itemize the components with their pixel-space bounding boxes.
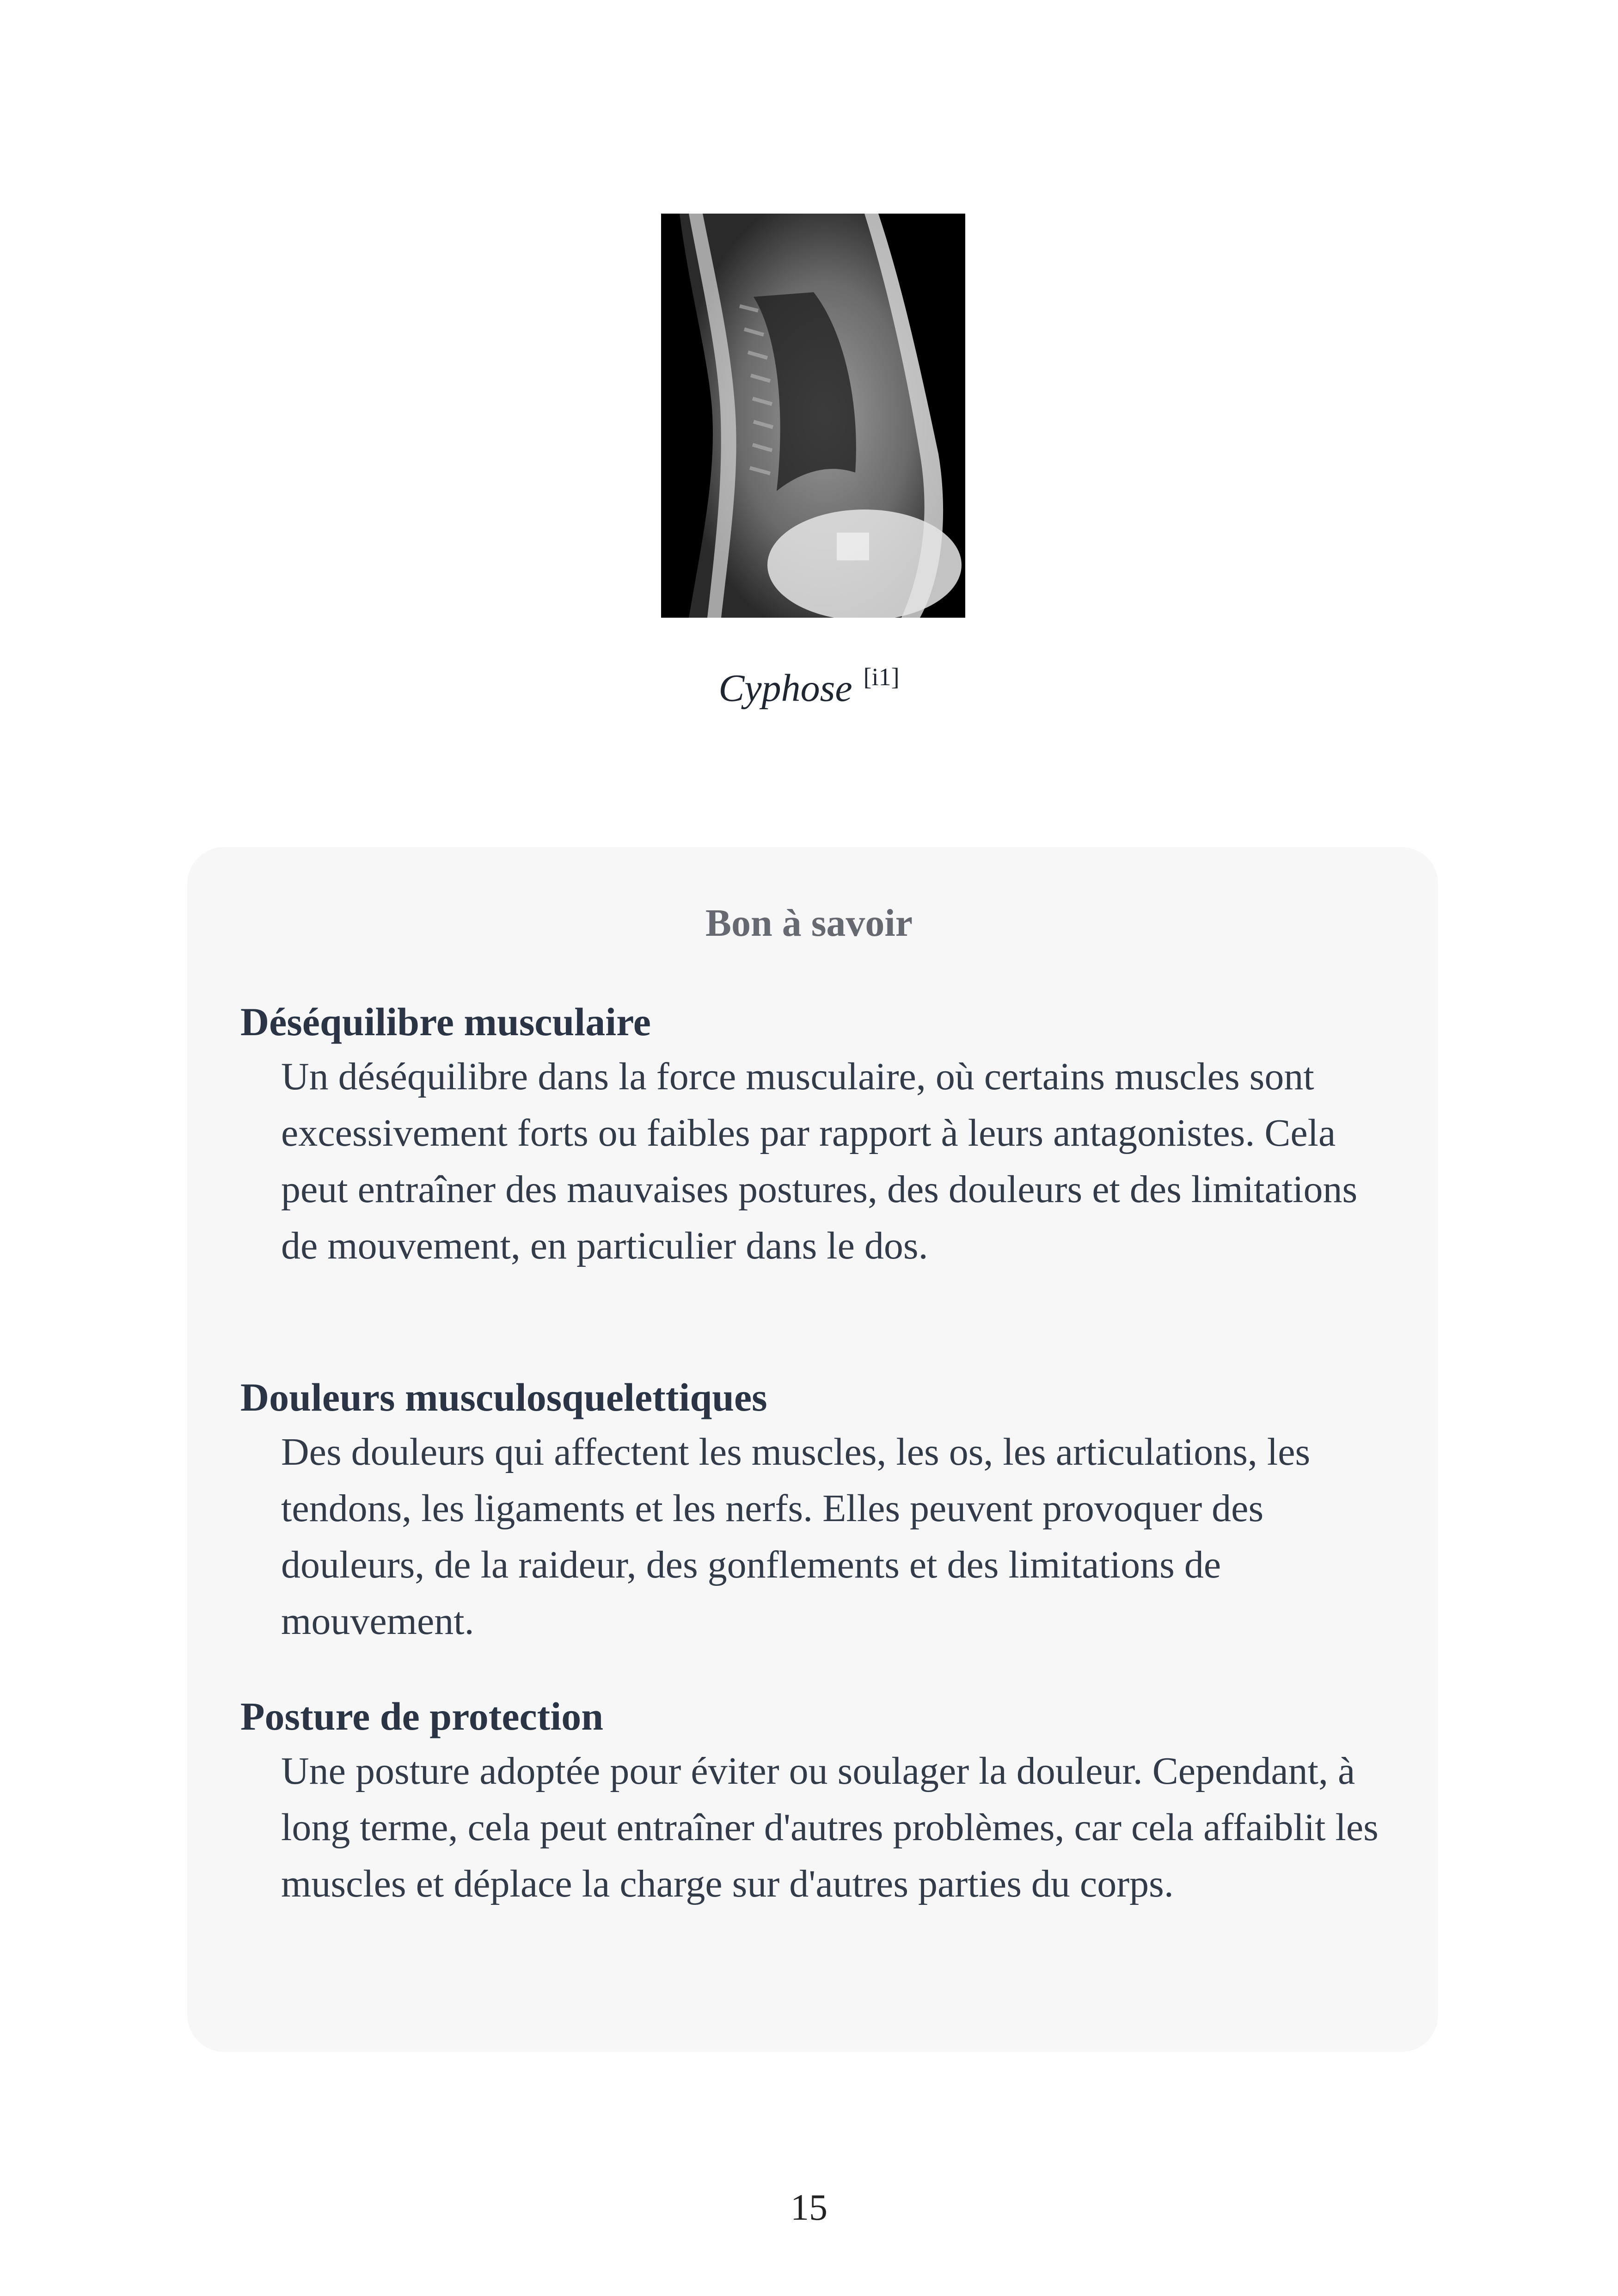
xray-figure [661,214,965,618]
term-definition: Une posture adoptée pour éviter ou soulager la douleur. Cependant, à long terme, cela peut entraîner d'autres problèmes, car cela affaiblit les muscles et déplace la charge sur d'autres parties du corps. [281,1750,1379,1905]
term-heading: Déséquilibre musculaire [240,1000,651,1044]
caption-text: Cyphose [718,667,852,710]
term-heading: Posture de protection [240,1694,604,1738]
info-box-title: Bon à savoir [705,902,913,945]
term-definition: Des douleurs qui affectent les muscles, les os, les articulations, les tendons, les ligaments et les nerfs. Elles peuvent provoquer des douleurs, de la raideur, des gonflements et des limitations de mouvement. [281,1430,1311,1643]
figure-caption [0,663,1618,711]
xray-image [661,214,965,618]
page-number: 15 [791,2187,827,2228]
term-heading: Douleurs musculosquelettiques [240,1375,767,1419]
caption-reference[interactable]: [i1] [863,663,900,691]
term-definition: Un déséquilibre dans la force musculaire, où certains muscles sont excessivement forts ou faibles par rapport à leurs antagonistes. Cela peut entraîner des mauvaises postures, des douleurs et des limitations de mouvement, en particulier dans le dos. [281,1055,1358,1267]
